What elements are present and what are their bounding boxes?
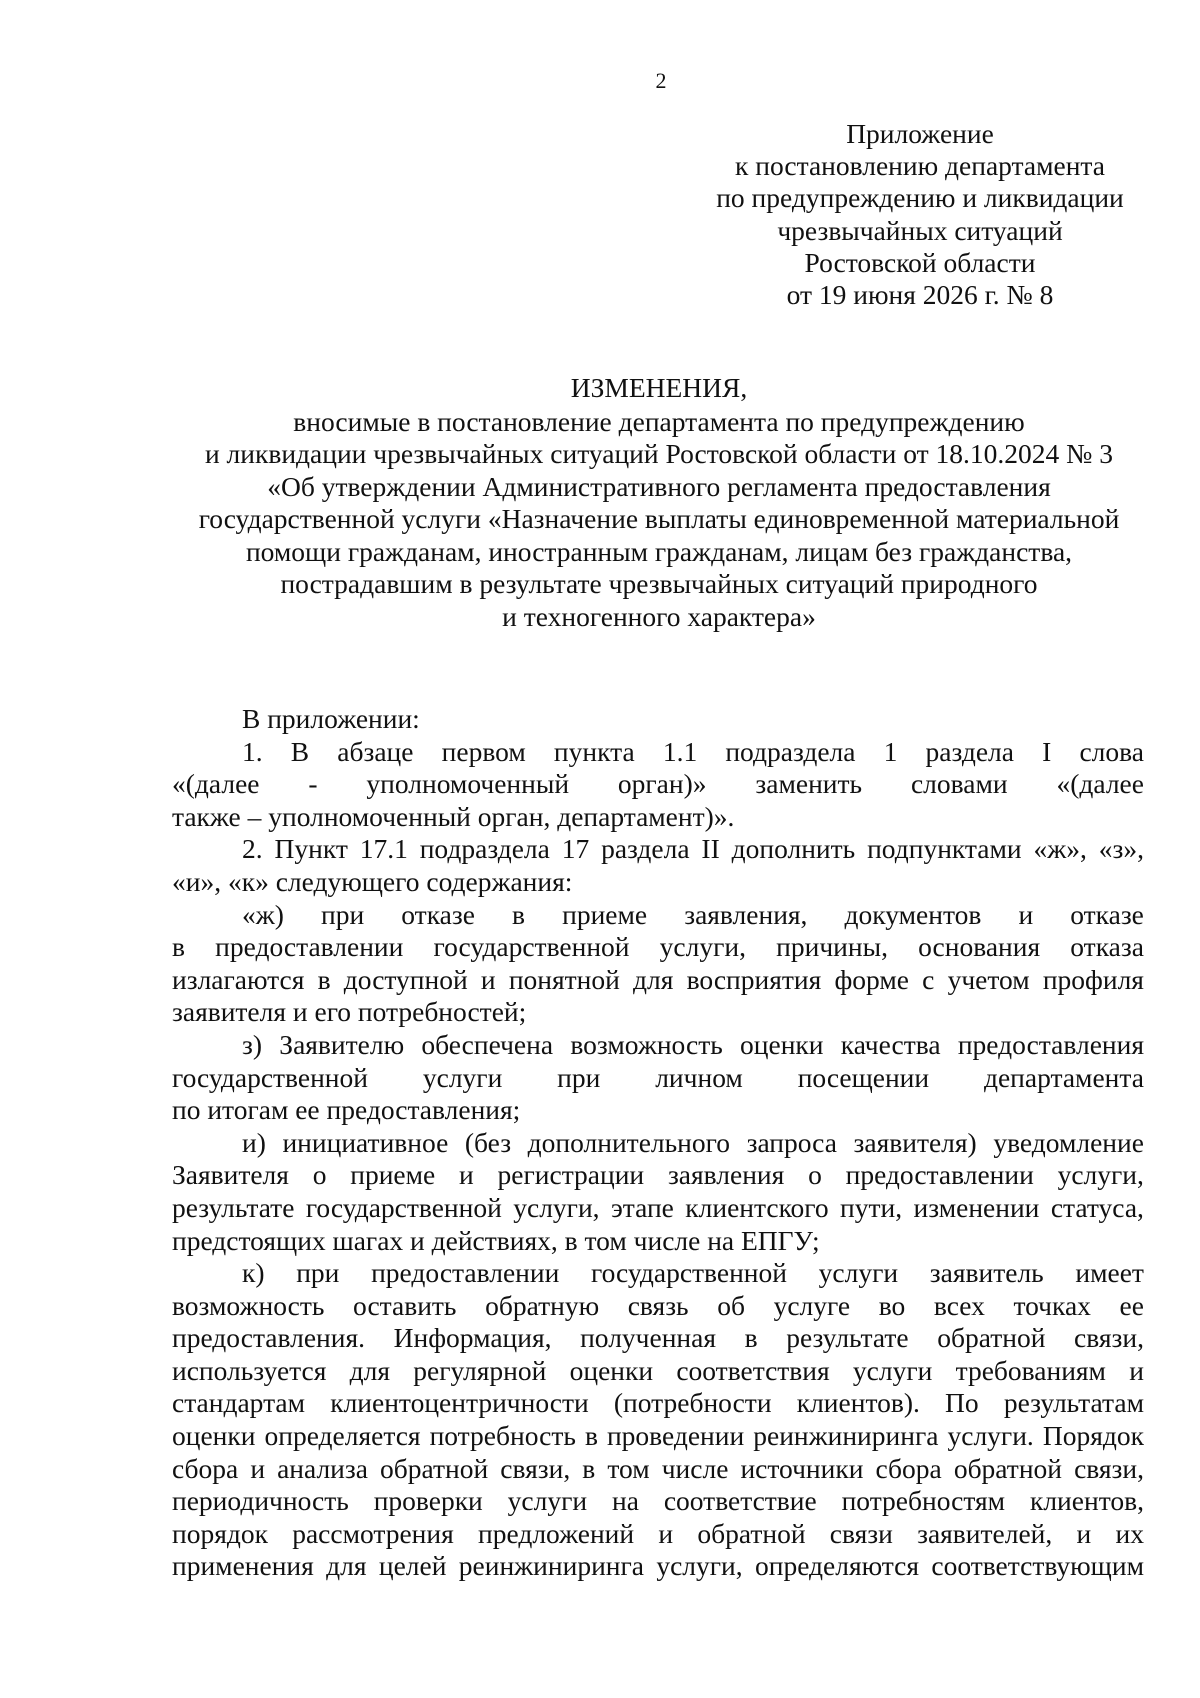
word: -: [308, 768, 318, 800]
word: «ж): [242, 898, 284, 930]
word: профиля: [1042, 963, 1144, 995]
word: в: [172, 931, 185, 963]
word: возможность: [570, 1028, 723, 1060]
word: департамента: [983, 1061, 1144, 1093]
word: для: [349, 1354, 391, 1386]
word: изменении: [913, 1191, 1040, 1223]
word: форме: [834, 963, 909, 995]
word: услуги,: [656, 1550, 743, 1582]
title-line: «Об утверждении Административного регламента предоставления: [267, 470, 1051, 502]
word: I: [1042, 735, 1052, 767]
word: государственной: [305, 1191, 502, 1223]
subitem-zh-line: [172, 931, 1144, 964]
word: 17.1: [359, 833, 408, 865]
word: проведении: [606, 1420, 745, 1452]
word: документов: [844, 898, 982, 930]
word: возможность: [172, 1289, 325, 1321]
subitem-k-line: [172, 1257, 1144, 1290]
word: оценки: [569, 1354, 654, 1386]
item-2-line: [172, 833, 1144, 866]
word: уполномоченный: [366, 768, 570, 800]
word: и: [250, 1452, 266, 1484]
word: подпунктами: [867, 833, 1022, 865]
word: и: [459, 1159, 474, 1191]
word: качества: [840, 1028, 941, 1060]
word: «(далее: [1056, 768, 1144, 800]
word: услуги.: [947, 1420, 1034, 1452]
word: предоставления.: [172, 1322, 366, 1354]
word: на: [612, 1485, 639, 1517]
word: при: [321, 898, 365, 930]
word: при: [296, 1257, 340, 1289]
word: услуги: [852, 1354, 933, 1386]
subitem-z-line: [172, 1029, 1144, 1062]
word: реинжиниринга: [753, 1420, 939, 1452]
word: доступной: [343, 963, 468, 995]
word: и: [1018, 898, 1034, 930]
word: (без: [464, 1126, 512, 1158]
word: точках: [1013, 1289, 1091, 1321]
word: и): [242, 1126, 266, 1158]
word: всех: [933, 1289, 985, 1321]
title-heading: ИЗМЕНЕНИЯ,: [570, 372, 748, 403]
word: понятной: [508, 963, 620, 995]
word: «ж»,: [1033, 833, 1087, 865]
word: рассмотрения: [292, 1517, 454, 1549]
title-line: и ликвидации чрезвычайных ситуаций Ростовской области от 18.10.2024 № 3: [204, 438, 1114, 469]
word: связи,: [1074, 1452, 1144, 1484]
word: Порядок: [1042, 1420, 1144, 1452]
word: связи,: [1074, 1322, 1144, 1354]
word: применения: [172, 1550, 314, 1582]
word: з): [242, 1028, 263, 1060]
subitem-k-line: [172, 1453, 1144, 1486]
word: По: [945, 1387, 979, 1419]
subitem-zh-line: заявителя и его потребностей;: [172, 996, 527, 1028]
word: запроса: [746, 1126, 837, 1158]
word: соответствие: [663, 1485, 817, 1517]
word: «з»,: [1098, 833, 1144, 865]
word: порядок: [172, 1517, 268, 1549]
word: заменить: [755, 768, 863, 800]
document-title: [160, 372, 1158, 633]
word: обеспечена: [421, 1028, 554, 1060]
subitem-z-line: [172, 1062, 1144, 1095]
word: II: [701, 833, 720, 865]
word: услуги: [507, 1485, 588, 1517]
word: ее: [1119, 1289, 1144, 1321]
word: государственной: [433, 931, 630, 963]
word: заявления: [667, 1159, 785, 1191]
word: к): [242, 1257, 265, 1289]
subitem-k-line: [172, 1420, 1144, 1453]
word: учетом: [947, 963, 1030, 995]
word: соответствующим: [931, 1550, 1144, 1582]
word: основания: [918, 931, 1041, 963]
word: клиентов,: [1029, 1485, 1144, 1517]
appendix-header: [700, 118, 1140, 311]
word: отказе: [1070, 898, 1144, 930]
subitem-zh-line: [172, 899, 1144, 932]
word: в: [744, 1322, 758, 1354]
item-1-line: также – уполномоченный орган, департамент)».: [172, 800, 735, 832]
word: периодичность: [172, 1485, 349, 1517]
word: определяются: [755, 1550, 920, 1582]
word: в: [512, 898, 526, 930]
word: услуги: [422, 1061, 503, 1093]
subitem-k-line: [172, 1518, 1144, 1551]
word: абзаце: [337, 735, 414, 767]
word: личном: [655, 1061, 743, 1093]
word: заявления,: [684, 898, 808, 930]
appendix-line: к постановлению департамента: [735, 150, 1105, 182]
intro-paragraph: В приложении:: [242, 703, 420, 734]
word: при: [557, 1061, 601, 1093]
word: государственной: [172, 1061, 368, 1093]
word: обратной: [697, 1517, 806, 1549]
word: подраздела: [725, 735, 856, 767]
word: оценки: [172, 1420, 256, 1452]
word: уведомление: [993, 1126, 1144, 1158]
word: предложений: [478, 1517, 635, 1549]
word: для: [326, 1550, 367, 1582]
word: посещении: [797, 1061, 930, 1093]
word: «(далее: [172, 768, 260, 800]
word: сбора: [875, 1452, 942, 1484]
word: предоставлении: [371, 1257, 560, 1289]
word: и: [1076, 1517, 1092, 1549]
word: раздела: [925, 735, 1014, 767]
word: инициативное: [282, 1126, 449, 1158]
word: 17: [561, 833, 590, 865]
subitem-k-line: [172, 1387, 1144, 1420]
word: обратную: [485, 1289, 600, 1321]
word: анализа: [277, 1452, 368, 1484]
word: отказа: [1070, 931, 1144, 963]
subitem-i-line: [172, 1192, 1144, 1225]
word: и: [1129, 1354, 1144, 1386]
word: реинжиниринга: [458, 1550, 644, 1582]
word: обратной: [937, 1322, 1046, 1354]
appendix-line: Приложение: [846, 118, 994, 149]
word: источники: [740, 1452, 864, 1484]
word: государственной: [590, 1257, 787, 1289]
word: пути,: [840, 1191, 903, 1223]
word: этапе: [610, 1191, 674, 1223]
page-number: 2: [655, 68, 667, 93]
word: определяется: [264, 1420, 421, 1452]
word: 1: [883, 735, 898, 767]
word: пункта: [553, 735, 635, 767]
word: полученная: [580, 1322, 716, 1354]
word: заявителей,: [917, 1517, 1053, 1549]
word: услуги,: [513, 1191, 600, 1223]
subitem-zh-line: [172, 964, 1144, 997]
subitem-i-line: предстоящих шагах и действиях, в том числе на ЕПГУ;: [172, 1224, 820, 1256]
subitem-i-line: [172, 1127, 1144, 1160]
word: имеет: [1075, 1257, 1144, 1289]
item-2-line: «и», «к» следующего содержания:: [172, 865, 573, 897]
word: для: [633, 963, 674, 995]
item-1-line: [172, 736, 1144, 769]
word: 1.1: [662, 735, 698, 767]
word: статуса,: [1050, 1191, 1144, 1223]
subitem-i-line: [172, 1159, 1144, 1192]
word: услуге: [773, 1289, 851, 1321]
title-line: пострадавшим в результате чрезвычайных ситуаций природного: [280, 568, 1038, 599]
word: результате: [786, 1322, 909, 1354]
word: 2.: [242, 833, 263, 865]
word: регистрации: [497, 1159, 645, 1191]
word: заявителя): [853, 1126, 977, 1158]
appendix-line: от 19 июня 2026 г. № 8: [786, 279, 1054, 311]
word: причины,: [776, 931, 888, 963]
subitem-k-line: [172, 1355, 1144, 1388]
word: раздела: [601, 833, 690, 865]
subitem-z-line: по итогам ее предоставления;: [172, 1094, 521, 1126]
word: отказе: [401, 898, 475, 930]
title-line: государственной услуги «Назначение выплаты единовременной материальной: [198, 503, 1120, 534]
word: приеме: [562, 898, 648, 930]
appendix-line: Ростовской области: [804, 246, 1036, 278]
word: потребностям: [841, 1485, 1006, 1517]
word: Заявителю: [279, 1028, 405, 1060]
title-line: и техногенного характера»: [502, 600, 816, 632]
appendix-line: по предупреждению и ликвидации: [716, 182, 1124, 214]
word: услуги,: [1057, 1159, 1144, 1191]
document-body: [172, 703, 1144, 1583]
title-line: помощи гражданам, иностранным гражданам, лицам без гражданства,: [245, 535, 1073, 567]
word: орган)»: [617, 768, 707, 800]
word: излагаются: [172, 963, 305, 995]
word: 1.: [242, 735, 263, 767]
subitem-k-line: [172, 1322, 1144, 1355]
word: В: [290, 735, 310, 767]
word: восприятия: [686, 963, 822, 995]
word: предоставлении: [845, 1159, 1034, 1191]
word: том: [607, 1452, 650, 1484]
word: приеме: [350, 1159, 436, 1191]
item-1-line: [172, 768, 1144, 801]
word: о: [808, 1159, 822, 1191]
word: требованиям: [955, 1354, 1106, 1386]
word: связи,: [500, 1452, 571, 1484]
word: в: [317, 963, 331, 995]
word: (потребности: [613, 1387, 772, 1419]
word: Пункт: [274, 833, 348, 865]
word: услуги,: [659, 931, 746, 963]
word: сбора: [172, 1452, 239, 1484]
word: в: [584, 1420, 598, 1452]
word: результатам: [1003, 1387, 1144, 1419]
word: о: [312, 1159, 327, 1191]
word: стандартам: [172, 1387, 306, 1419]
word: услуги: [818, 1257, 899, 1289]
word: связь: [627, 1289, 689, 1321]
word: с: [922, 963, 935, 995]
word: во: [878, 1289, 906, 1321]
word: заявитель: [929, 1257, 1044, 1289]
word: подраздела: [419, 833, 550, 865]
word: целей: [378, 1550, 447, 1582]
word: числе: [661, 1452, 729, 1484]
subitem-k-line: [172, 1485, 1144, 1518]
word: Заявителя: [172, 1159, 289, 1191]
word: дополнительного: [527, 1126, 730, 1158]
word: первом: [441, 735, 526, 767]
word: клиентского: [685, 1191, 829, 1223]
title-line: вносимые в постановление департамента по предупреждению: [293, 405, 1025, 437]
word: слова: [1079, 735, 1144, 767]
word: дополнить: [731, 833, 856, 865]
word: обратной: [953, 1452, 1062, 1484]
word: оценки: [740, 1028, 824, 1060]
appendix-line: чрезвычайных ситуаций: [777, 214, 1063, 246]
word: и: [480, 963, 496, 995]
word: и: [658, 1517, 674, 1549]
word: клиентоцентричности: [330, 1387, 589, 1419]
word: об: [717, 1289, 745, 1321]
word: обратной: [380, 1452, 489, 1484]
word: проверки: [373, 1485, 483, 1517]
word: клиентов).: [796, 1387, 920, 1419]
word: соответствия: [676, 1354, 830, 1386]
subitem-k-line: [172, 1550, 1144, 1583]
word: связи: [829, 1517, 893, 1549]
word: Информация,: [393, 1322, 552, 1354]
word: регулярной: [413, 1354, 547, 1386]
word: результате: [172, 1191, 295, 1223]
word: их: [1115, 1517, 1144, 1549]
word: предоставления: [957, 1028, 1144, 1060]
word: потребность: [429, 1420, 576, 1452]
word: словами: [910, 768, 1008, 800]
word: в: [582, 1452, 596, 1484]
subitem-k-line: [172, 1290, 1144, 1323]
word: используется: [172, 1354, 327, 1386]
word: предоставлении: [215, 931, 404, 963]
word: оставить: [353, 1289, 457, 1321]
